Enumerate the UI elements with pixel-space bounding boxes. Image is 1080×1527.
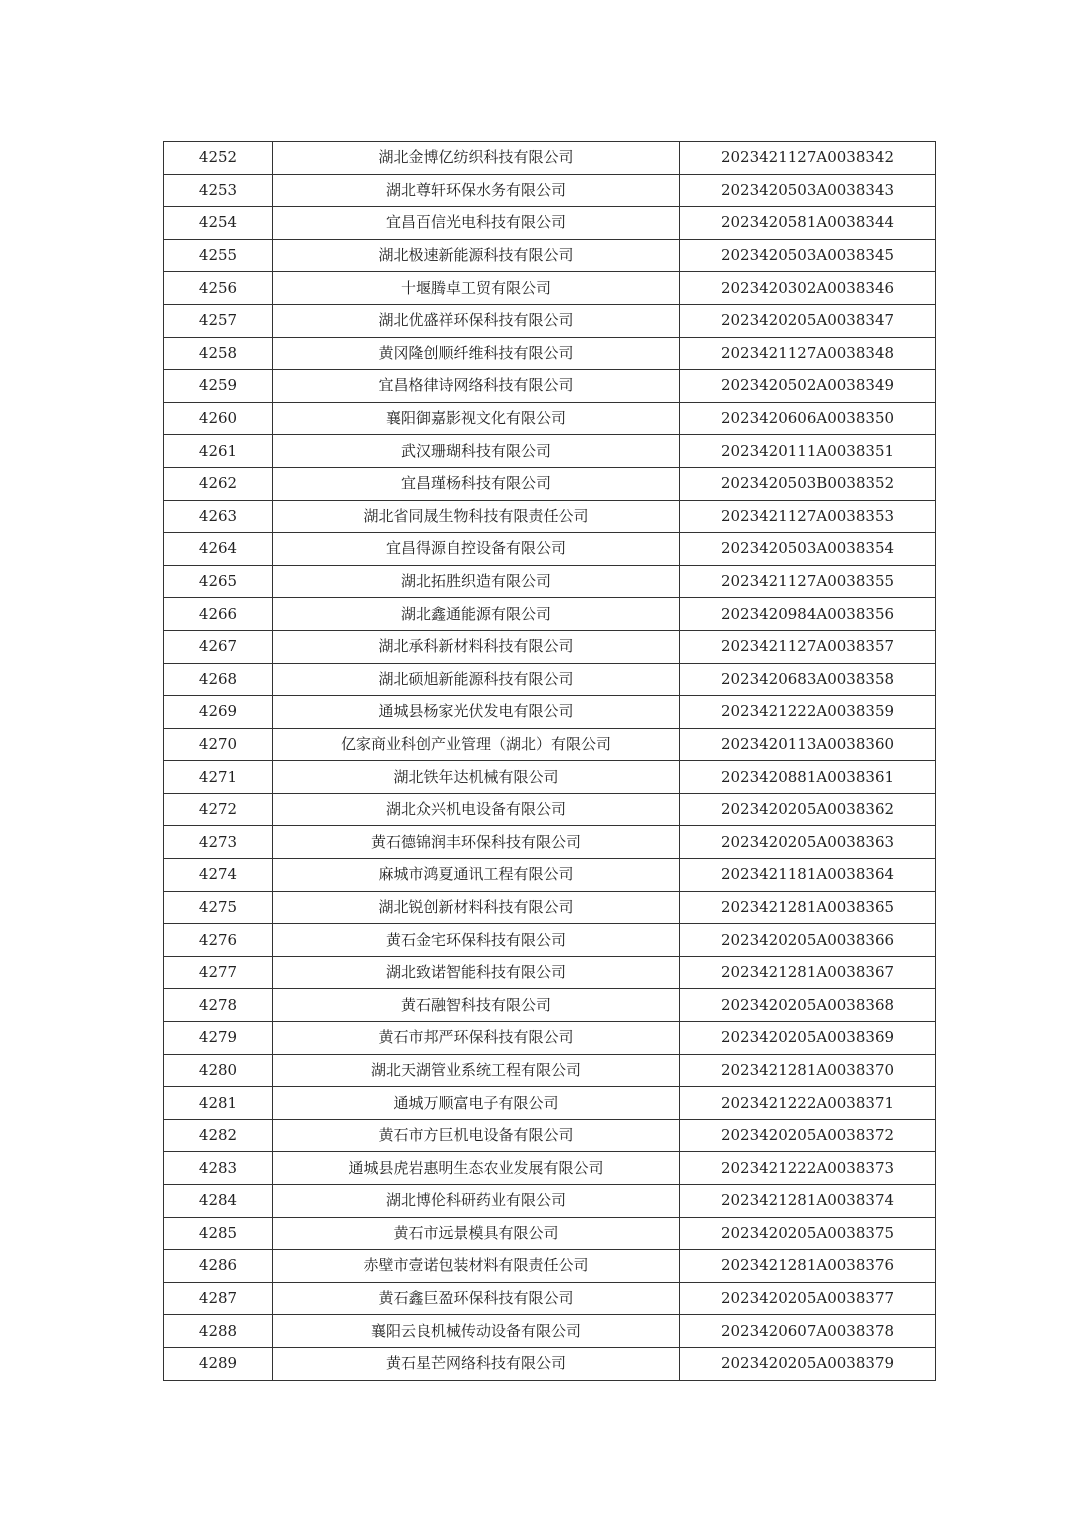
company-name-cell: 赤壁市壹诺包装材料有限责任公司	[273, 1250, 680, 1283]
registration-code-cell: 2023420581A0038344	[680, 207, 936, 240]
row-number-cell: 4283	[164, 1152, 273, 1185]
registration-code-cell: 2023421222A0038371	[680, 1087, 936, 1120]
registration-code-cell: 2023420205A0038369	[680, 1022, 936, 1055]
row-number-cell: 4262	[164, 467, 273, 500]
registration-code-cell: 2023420503A0038345	[680, 239, 936, 272]
company-registry-table	[163, 141, 936, 1381]
table-row	[164, 793, 936, 826]
table-row	[164, 761, 936, 794]
table-row	[164, 826, 936, 859]
row-number-cell: 4264	[164, 533, 273, 566]
table-row	[164, 239, 936, 272]
company-name-cell: 湖北硕旭新能源科技有限公司	[273, 663, 680, 696]
row-number-cell: 4260	[164, 402, 273, 435]
company-name-cell: 湖北金博亿纺织科技有限公司	[273, 142, 680, 175]
company-name-cell: 襄阳御嘉影视文化有限公司	[273, 402, 680, 435]
row-number-cell: 4278	[164, 989, 273, 1022]
registration-code-cell: 2023421127A0038342	[680, 142, 936, 175]
table-row	[164, 1054, 936, 1087]
table-row	[164, 1152, 936, 1185]
company-name-cell: 宜昌瑾杨科技有限公司	[273, 467, 680, 500]
company-name-cell: 湖北尊轩环保水务有限公司	[273, 174, 680, 207]
company-name-cell: 黄石市邦严环保科技有限公司	[273, 1022, 680, 1055]
registration-code-cell: 2023421281A0038376	[680, 1250, 936, 1283]
company-name-cell: 黄石德锦润丰环保科技有限公司	[273, 826, 680, 859]
company-name-cell: 黄石鑫巨盈环保科技有限公司	[273, 1282, 680, 1315]
table-row	[164, 728, 936, 761]
company-name-cell: 通城县杨家光伏发电有限公司	[273, 696, 680, 729]
registration-code-cell: 2023420205A0038347	[680, 304, 936, 337]
row-number-cell: 4273	[164, 826, 273, 859]
row-number-cell: 4270	[164, 728, 273, 761]
row-number-cell: 4269	[164, 696, 273, 729]
registration-code-cell: 2023420205A0038372	[680, 1119, 936, 1152]
company-name-cell: 麻城市鸿夏通讯工程有限公司	[273, 859, 680, 892]
registration-code-cell: 2023421281A0038367	[680, 956, 936, 989]
table-row	[164, 891, 936, 924]
table-row	[164, 1119, 936, 1152]
registration-code-cell: 2023420683A0038358	[680, 663, 936, 696]
company-name-cell: 黄石市方巨机电设备有限公司	[273, 1119, 680, 1152]
company-name-cell: 通城县虎岩惠明生态农业发展有限公司	[273, 1152, 680, 1185]
registration-code-cell: 2023421127A0038355	[680, 565, 936, 598]
company-name-cell: 湖北众兴机电设备有限公司	[273, 793, 680, 826]
table-row	[164, 370, 936, 403]
table-row	[164, 174, 936, 207]
company-name-cell: 湖北拓胜织造有限公司	[273, 565, 680, 598]
row-number-cell: 4289	[164, 1347, 273, 1380]
table-row	[164, 989, 936, 1022]
row-number-cell: 4277	[164, 956, 273, 989]
registration-code-cell: 2023420205A0038377	[680, 1282, 936, 1315]
row-number-cell: 4284	[164, 1185, 273, 1218]
company-name-cell: 宜昌百信光电科技有限公司	[273, 207, 680, 240]
registration-code-cell: 2023420205A0038366	[680, 924, 936, 957]
table-body	[164, 142, 936, 1381]
row-number-cell: 4286	[164, 1250, 273, 1283]
company-name-cell: 宜昌格律诗网络科技有限公司	[273, 370, 680, 403]
registration-code-cell: 2023420111A0038351	[680, 435, 936, 468]
table-row	[164, 859, 936, 892]
row-number-cell: 4256	[164, 272, 273, 305]
company-name-cell: 宜昌得源自控设备有限公司	[273, 533, 680, 566]
registration-code-cell: 2023420205A0038368	[680, 989, 936, 1022]
row-number-cell: 4259	[164, 370, 273, 403]
table-row	[164, 142, 936, 175]
registration-code-cell: 2023420606A0038350	[680, 402, 936, 435]
registration-code-cell: 2023420205A0038362	[680, 793, 936, 826]
row-number-cell: 4254	[164, 207, 273, 240]
table-row	[164, 630, 936, 663]
registration-code-cell: 2023420984A0038356	[680, 598, 936, 631]
company-name-cell: 湖北天湖管业系统工程有限公司	[273, 1054, 680, 1087]
row-number-cell: 4281	[164, 1087, 273, 1120]
table-row	[164, 663, 936, 696]
row-number-cell: 4282	[164, 1119, 273, 1152]
registration-code-cell: 2023421281A0038370	[680, 1054, 936, 1087]
table-row	[164, 1282, 936, 1315]
registration-code-cell: 2023421127A0038357	[680, 630, 936, 663]
company-name-cell: 湖北锐创新材料科技有限公司	[273, 891, 680, 924]
registration-code-cell: 2023420503B0038352	[680, 467, 936, 500]
registration-code-cell: 2023420302A0038346	[680, 272, 936, 305]
registration-code-cell: 2023420205A0038375	[680, 1217, 936, 1250]
company-name-cell: 黄石金宅环保科技有限公司	[273, 924, 680, 957]
row-number-cell: 4271	[164, 761, 273, 794]
row-number-cell: 4279	[164, 1022, 273, 1055]
registration-code-cell: 2023421127A0038348	[680, 337, 936, 370]
table-row	[164, 435, 936, 468]
registration-code-cell: 2023420607A0038378	[680, 1315, 936, 1348]
row-number-cell: 4257	[164, 304, 273, 337]
table-row	[164, 1315, 936, 1348]
registration-code-cell: 2023420502A0038349	[680, 370, 936, 403]
row-number-cell: 4252	[164, 142, 273, 175]
table-row	[164, 956, 936, 989]
company-name-cell: 武汉珊瑚科技有限公司	[273, 435, 680, 468]
table-row	[164, 1347, 936, 1380]
row-number-cell: 4255	[164, 239, 273, 272]
row-number-cell: 4275	[164, 891, 273, 924]
table-row	[164, 467, 936, 500]
company-name-cell: 黄石市远景模具有限公司	[273, 1217, 680, 1250]
table-row	[164, 500, 936, 533]
row-number-cell: 4258	[164, 337, 273, 370]
row-number-cell: 4265	[164, 565, 273, 598]
table-row	[164, 1250, 936, 1283]
registration-code-cell: 2023421281A0038365	[680, 891, 936, 924]
row-number-cell: 4287	[164, 1282, 273, 1315]
table-row	[164, 337, 936, 370]
company-name-cell: 湖北致诺智能科技有限公司	[273, 956, 680, 989]
registration-code-cell: 2023420113A0038360	[680, 728, 936, 761]
table-row	[164, 272, 936, 305]
row-number-cell: 4274	[164, 859, 273, 892]
registration-code-cell: 2023421222A0038359	[680, 696, 936, 729]
row-number-cell: 4266	[164, 598, 273, 631]
row-number-cell: 4267	[164, 630, 273, 663]
row-number-cell: 4263	[164, 500, 273, 533]
company-name-cell: 湖北承科新材料科技有限公司	[273, 630, 680, 663]
table-row	[164, 1217, 936, 1250]
row-number-cell: 4285	[164, 1217, 273, 1250]
company-name-cell: 黄冈隆创顺纤维科技有限公司	[273, 337, 680, 370]
table-row	[164, 1087, 936, 1120]
company-name-cell: 十堰腾卓工贸有限公司	[273, 272, 680, 305]
table-row	[164, 598, 936, 631]
table-row	[164, 402, 936, 435]
row-number-cell: 4253	[164, 174, 273, 207]
registration-code-cell: 2023420205A0038363	[680, 826, 936, 859]
registration-code-cell: 2023420881A0038361	[680, 761, 936, 794]
company-name-cell: 湖北省同晟生物科技有限责任公司	[273, 500, 680, 533]
row-number-cell: 4280	[164, 1054, 273, 1087]
table-row	[164, 1022, 936, 1055]
registration-code-cell: 2023421181A0038364	[680, 859, 936, 892]
table-row	[164, 565, 936, 598]
row-number-cell: 4261	[164, 435, 273, 468]
company-name-cell: 通城万顺富电子有限公司	[273, 1087, 680, 1120]
row-number-cell: 4268	[164, 663, 273, 696]
row-number-cell: 4272	[164, 793, 273, 826]
registration-code-cell: 2023420503A0038354	[680, 533, 936, 566]
company-name-cell: 湖北博伦科研药业有限公司	[273, 1185, 680, 1218]
table-row	[164, 304, 936, 337]
registration-code-cell: 2023420503A0038343	[680, 174, 936, 207]
registration-code-cell: 2023421222A0038373	[680, 1152, 936, 1185]
row-number-cell: 4288	[164, 1315, 273, 1348]
company-name-cell: 湖北铁年达机械有限公司	[273, 761, 680, 794]
registration-code-cell: 2023420205A0038379	[680, 1347, 936, 1380]
registration-code-cell: 2023421281A0038374	[680, 1185, 936, 1218]
table-row	[164, 924, 936, 957]
company-name-cell: 黄石星芒网络科技有限公司	[273, 1347, 680, 1380]
company-name-cell: 湖北鑫通能源有限公司	[273, 598, 680, 631]
registration-code-cell: 2023421127A0038353	[680, 500, 936, 533]
row-number-cell: 4276	[164, 924, 273, 957]
table-row	[164, 696, 936, 729]
table-row	[164, 1185, 936, 1218]
company-name-cell: 襄阳云良机械传动设备有限公司	[273, 1315, 680, 1348]
company-name-cell: 亿家商业科创产业管理（湖北）有限公司	[273, 728, 680, 761]
company-name-cell: 湖北优盛祥环保科技有限公司	[273, 304, 680, 337]
table-row	[164, 207, 936, 240]
table-row	[164, 533, 936, 566]
company-name-cell: 黄石融智科技有限公司	[273, 989, 680, 1022]
company-name-cell: 湖北极速新能源科技有限公司	[273, 239, 680, 272]
